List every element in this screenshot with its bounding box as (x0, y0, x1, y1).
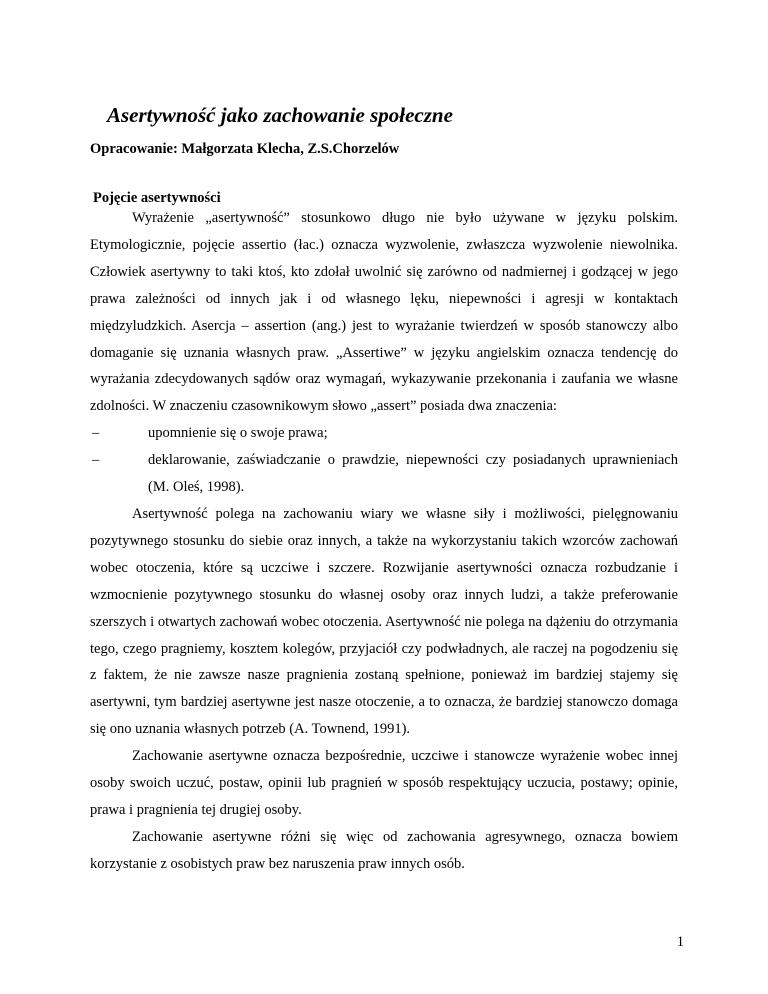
paragraph-assertive-behavior: Zachowanie asertywne oznacza bezpośrednie, uczciwe i stanowcze wyrażenie wobec innej osoby swoich uczuć, postaw, opinii lub pragnień w sposób respektujący uczucia, postawy; opinie, prawa i pragnienia tej drugiej osoby. (90, 748, 678, 818)
body-text (90, 205, 678, 878)
paragraph-assertiveness-definition: Asertywność polega na zachowaniu wiary we własne siły i możliwości, pielęgnowaniu pozytywnego stosunku do siebie oraz innych, a także na wykorzystaniu takich wzorców zachowań wobec otoczenia, które są uczciwe i szczere. Rozwijanie asertywności oznacza rozbudzanie i wzmocnienie pozytywnego stosunku do własnej osoby oraz innych ludzi, a także preferowanie szerszych i otwartych zachowań wobec otoczenia. Asertywność nie polega na dążeniu do otrzymania tego, czego pragniemy, kosztem kolegów, przyjaciół czy podwładnych, ale raczej na pogodzeniu się z faktem, że nie zawsze nasze pragnienia zostaną spełnione, ponieważ im bardziej stajemy się asertywni, tym bardziej asertywne jest nasze otoczenie, a to oznacza, że bardziej stanowczo domaga się ono uznania własnych potrzeb (A. Townend, 1991). (90, 505, 678, 738)
list-item (90, 420, 678, 447)
list-item-text: upomnienie się o swoje prawa; (148, 425, 328, 442)
document-title: Asertywność jako zachowanie społeczne (107, 103, 453, 127)
list-item-text: deklarowanie, zaświadczanie o prawdzie, niepewności czy posiadanych uprawnieniach (M. Oleś, 1998). (148, 452, 678, 496)
meaning-list (90, 420, 678, 501)
list-item (90, 447, 678, 501)
list-dash-marker: – (92, 425, 100, 442)
page-number: 1 (676, 934, 684, 950)
list-dash-marker: – (92, 452, 100, 469)
paragraph-assertive-vs-aggressive: Zachowanie asertywne różni się więc od zachowania agresywnego, oznacza bowiem korzystanie z osobistych praw bez naruszenia praw innych osób. (90, 828, 678, 872)
author-line: Opracowanie: Małgorzata Klecha, Z.S.Chorzelów (90, 141, 400, 157)
section-heading: Pojęcie asertywności (93, 190, 221, 206)
paragraph-etymology: Wyrażenie „asertywność” stosunkowo długo nie było używane w języku polskim. Etymologicznie, pojęcie assertio (łac.) oznacza wyzwolenie, zwłaszcza wyzwolenie niewolnika. Człowiek asertywny to taki ktoś, kto zdołał uwolnić się zarówno od nadmiernej i godzącej w jego prawa zależności od innych jak i od własnego lęku, niepewności i agresji w kontaktach międzyludzkich. Asercja – assertion (ang.) jest to wyrażanie twierdzeń w sposób stanowczy albo domaganie się uznania własnych praw. „Assertiwe” w języku angielskim oznacza tendencję do wyrażania zdecydowanych sądów oraz wymagań, wykazywanie przekonania i zaufania we własne zdolności. W znaczeniu czasownikowym słowo „assert” posiada dwa znaczenia: (90, 210, 678, 415)
